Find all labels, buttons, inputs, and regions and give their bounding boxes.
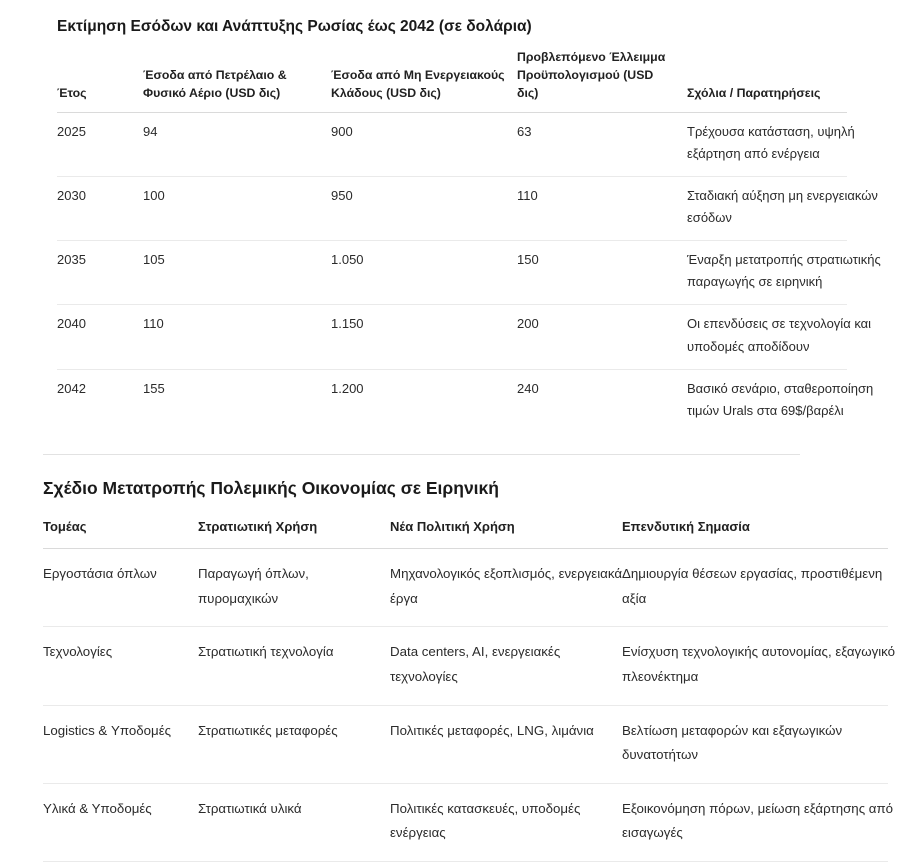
column-header: Σχόλια / Παρατηρήσεις [687,48,847,113]
cell-text: 110 [143,316,164,332]
table-row [57,305,847,369]
cell-text: Πολιτικές μεταφορές, LNG, λιμάνια [390,722,594,738]
cell-text: 2040 [57,316,86,332]
table-row [43,549,888,627]
cell-text: 950 [331,188,353,204]
cell-text: Στρατιωτικά υλικά [198,800,302,816]
section-divider [43,454,800,455]
table-cell [143,241,331,305]
table-cell [622,627,896,705]
table-row [57,112,847,176]
table-cell [143,112,331,176]
table-cell [622,783,894,861]
document [0,18,910,862]
table-row [57,369,847,433]
table-cell [43,627,198,705]
table-row [43,783,888,861]
table-cell [198,549,390,627]
table-cell [57,177,143,241]
cell-text: 63 [517,123,532,139]
cell-text: 2035 [57,252,86,268]
column-header: Επενδυτική Σημασία [622,517,888,549]
table-cell [390,549,622,627]
cell-text: Οι επενδύσεις σε τεχνολογία και υποδομές αποδίδουν [687,316,872,354]
table-cell [57,241,143,305]
cell-text: 100 [143,188,165,204]
table-cell [331,177,517,241]
table-cell [57,369,143,433]
cell-text: Στρατιωτικές μεταφορές [198,722,338,738]
cell-text: 2042 [57,380,86,396]
table-cell [517,241,687,305]
cell-text: 1.200 [331,380,364,396]
table-cell [622,549,888,627]
table-cell [390,783,622,861]
table-cell [517,177,687,241]
cell-text: 150 [517,252,539,268]
cell-text: 240 [517,380,539,396]
column-header: Έσοδα από Μη Ενεργειακούς Κλάδους (USD δις) [331,48,517,113]
cell-text: Τρέχουσα κατάσταση, υψηλή εξάρτηση από ενέργεια [687,123,855,161]
table-cell [57,112,143,176]
header-row [43,517,888,549]
table-row [43,705,888,783]
cell-text: 1.150 [331,316,364,332]
table-cell [687,241,881,305]
table-row [43,627,888,705]
cell-text: Εξοικονόμηση πόρων, μείωση εξάρτησης από εισαγωγές [622,800,894,841]
table-cell [43,549,198,627]
table-cell [622,705,888,783]
cell-text: Έναρξη μετατροπής στρατιωτικής παραγωγής σε ειρηνική [687,252,881,290]
column-header: Προβλεπόμενο Έλλειμμα Προϋπολογισμού (USD δις) [517,48,687,113]
table-row [57,177,847,241]
table-cell [57,305,143,369]
header-row [57,48,847,113]
cell-text: Εργοστάσια όπλων [43,566,157,582]
cell-text: 94 [143,123,158,139]
table-cell [517,305,687,369]
table-cell [390,705,622,783]
table-cell [331,305,517,369]
column-header: Έσοδα από Πετρέλαιο & Φυσικό Αέριο (USD δις) [143,48,331,113]
table-cell [517,112,687,176]
column-header: Στρατιωτική Χρήση [198,517,390,549]
table-cell [390,627,622,705]
table-cell [198,705,390,783]
column-header: Έτος [57,48,143,113]
cell-text: 105 [143,252,165,268]
table-cell [198,783,390,861]
cell-text: 110 [517,188,538,204]
table-cell [143,369,331,433]
cell-text: 2030 [57,188,86,204]
cell-text: Υλικά & Υποδομές [43,800,152,816]
table-row [57,241,847,305]
conversion-plan-table [43,517,896,862]
column-header: Τομέας [43,517,198,549]
cell-text: Σταδιακή αύξηση μη ενεργειακών εσόδων [687,188,878,226]
table-cell [331,369,517,433]
cell-text: 1.050 [331,252,364,268]
conversion-plan-section [43,477,896,862]
cell-text: Τεχνολογίες [43,644,113,660]
cell-text: Δημιουργία θέσεων εργασίας, προστιθέμενη αξία [622,566,883,606]
table-cell [143,177,331,241]
cell-text: 155 [143,380,165,396]
cell-text: Βελτίωση μεταφορών και εξαγωγικών δυνατοτήτων [622,722,843,763]
cell-text: Παραγωγή όπλων, πυρομαχικών [198,566,309,606]
table-cell [143,305,331,369]
table-cell [43,705,198,783]
table-cell [687,177,878,241]
cell-text: Μηχανολογικός εξοπλισμός, ενεργειακά έργα [390,566,623,606]
cell-text: Πολιτικές κατασκευές, υποδομές ενέργειας [390,800,581,841]
cell-text: 200 [517,316,539,332]
table-cell [687,112,855,176]
table-cell [687,305,872,369]
revenue-forecast-table [57,48,881,433]
table-cell [43,783,198,861]
revenue-table-title: Εκτίμηση Εσόδων και Ανάπτυξης Ρωσίας έως 2042 (σε δολάρια) [57,18,532,35]
table-cell [517,369,687,433]
cell-text: Στρατιωτική τεχνολογία [198,644,334,660]
cell-text: Βασικό σενάριο, σταθεροποίηση τιμών Urals στα 69$/βαρέλι [687,380,874,418]
revenue-forecast-section [57,18,881,433]
cell-text: 2025 [57,123,86,139]
table-cell [331,112,517,176]
conversion-table-title: Σχέδιο Μετατροπής Πολεμικής Οικονομίας σε Ειρηνική [43,477,499,498]
cell-text: Ενίσχυση τεχνολογικής αυτονομίας, εξαγωγικό πλεονέκτημα [622,644,896,684]
cell-text: Logistics & Υποδομές [43,722,172,738]
table-cell [687,369,874,433]
cell-text: Data centers, AI, ενεργειακές τεχνολογίες [390,644,561,684]
column-header: Νέα Πολιτική Χρήση [390,517,622,549]
table-cell [331,241,517,305]
cell-text: 900 [331,123,353,139]
table-cell [198,627,390,705]
